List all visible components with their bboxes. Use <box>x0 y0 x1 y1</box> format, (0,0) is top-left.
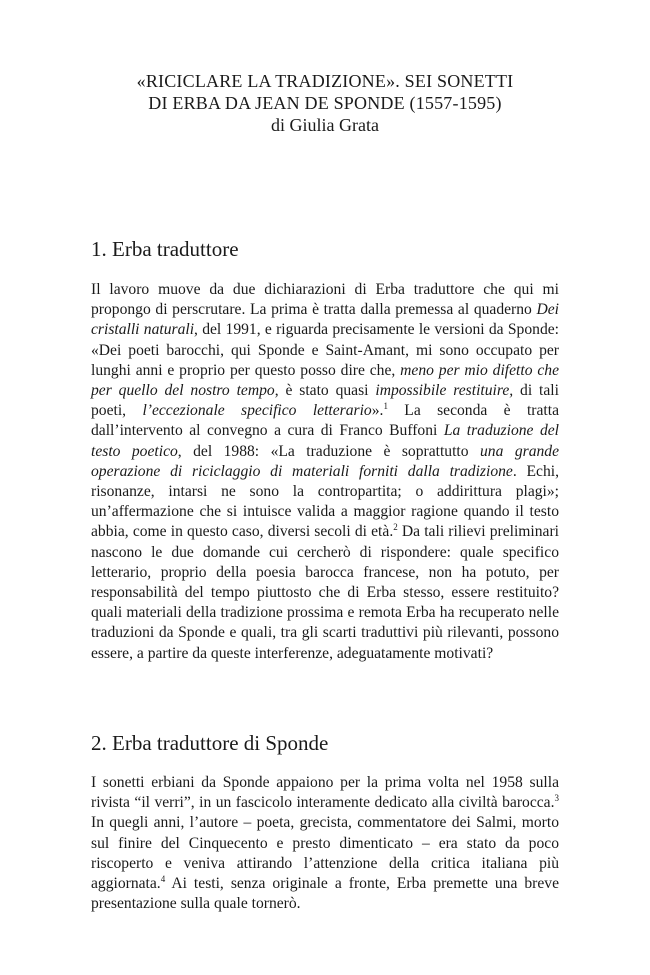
text-run: ». <box>371 402 384 420</box>
footnote-marker[interactable]: 4 <box>160 873 166 884</box>
text-run: , del 1988: «La traduzione è soprattutto <box>177 442 480 460</box>
footnote-marker[interactable]: 1 <box>383 401 388 412</box>
footnote-marker[interactable]: 3 <box>554 793 559 804</box>
text-run: Il lavoro muove da due dichiarazioni di Erba traduttore che qui mi propongo di perscrutare. La prima è tratta dalla premessa al quaderno <box>91 281 559 319</box>
article-title-line-2: DI ERBA DA JEAN DE SPONDE (1557-1595) <box>148 93 502 113</box>
text-run: Da tali rilievi preliminari nascono le due domande cui cercherò di rispondere: quale specifico letterario, proprio della poesia barocca francese, non ha potuto, per responsabilità del tempo piuttosto che di Erba stesso, essere restituito? quali materiali della tradizione prossima e remota Erba ha recuperato nelle traduzioni da Sponde e quali, tra gli scarti traduttivi più rilevanti, possono essere, a partire da queste interferenze, adeguatamente motivati? <box>91 523 559 662</box>
text-run: La seconda è tratta dall’intervento al convegno a cura di Franco Buffoni <box>91 402 559 440</box>
italic-run: l’eccezionale specifico letterario <box>142 402 372 420</box>
article-title-line-1: «RICICLARE LA TRADIZIONE». SEI SONETTI <box>136 71 514 91</box>
text-run: Ai testi, senza originale a fronte, Erba premette una breve presentazione sulla quale tornerò. <box>91 875 559 913</box>
text-run: , è stato quasi <box>274 382 376 400</box>
text-run: I sonetti erbiani da Sponde appaiono per la prima volta nel 1958 sulla rivista “il verri”, in un fascicolo interamente dedicato alla civiltà barocca. <box>91 774 559 812</box>
section-heading-2: 2. Erba traduttore di Sponde <box>91 731 329 755</box>
italic-run: Dei cristalli naturali <box>91 301 559 339</box>
text-run: In quegli anni, l’autore – poeta, grecista, commentatore dei Salmi, morto sul finire del Cinquecento e presto dimenticato – era stato da poco riscoperto e veniva attirando l’attenzione della critica italiana più aggiornata. <box>91 814 559 893</box>
italic-run: meno per mio difetto che per quello del nostro tempo <box>91 361 559 400</box>
italic-run: impossibile restituire, <box>375 382 514 400</box>
text-run: , del 1991, e riguarda precisamente le versioni da Sponde: «Dei poeti barocchi, qui Sponde e Saint-Amant, mi sono occupato per lunghi anni e proprio per questo posso dire che, <box>91 321 559 379</box>
footnote-marker[interactable]: 2 <box>393 522 398 533</box>
text-run: . Echi, risonanze, intarsi ne sono la contropartita; o addirittura plagi»; un’affermazione che si intuisce valida a maggior ragione quando il testo abbia, come in questo caso, diversi secoli di età. <box>91 462 559 541</box>
section-1-paragraph <box>91 280 559 664</box>
section-2-paragraph <box>91 773 559 914</box>
text-run: di tali poeti, <box>91 382 559 420</box>
italic-run: una grande operazione di riciclaggio di materiali forniti dalla tradizione <box>91 442 560 480</box>
author-byline: di Giulia Grata <box>271 115 379 135</box>
section-heading-1: 1. Erba traduttore <box>91 237 239 261</box>
italic-run: La traduzione del testo poetico <box>91 422 559 460</box>
article-title-block <box>0 70 650 136</box>
